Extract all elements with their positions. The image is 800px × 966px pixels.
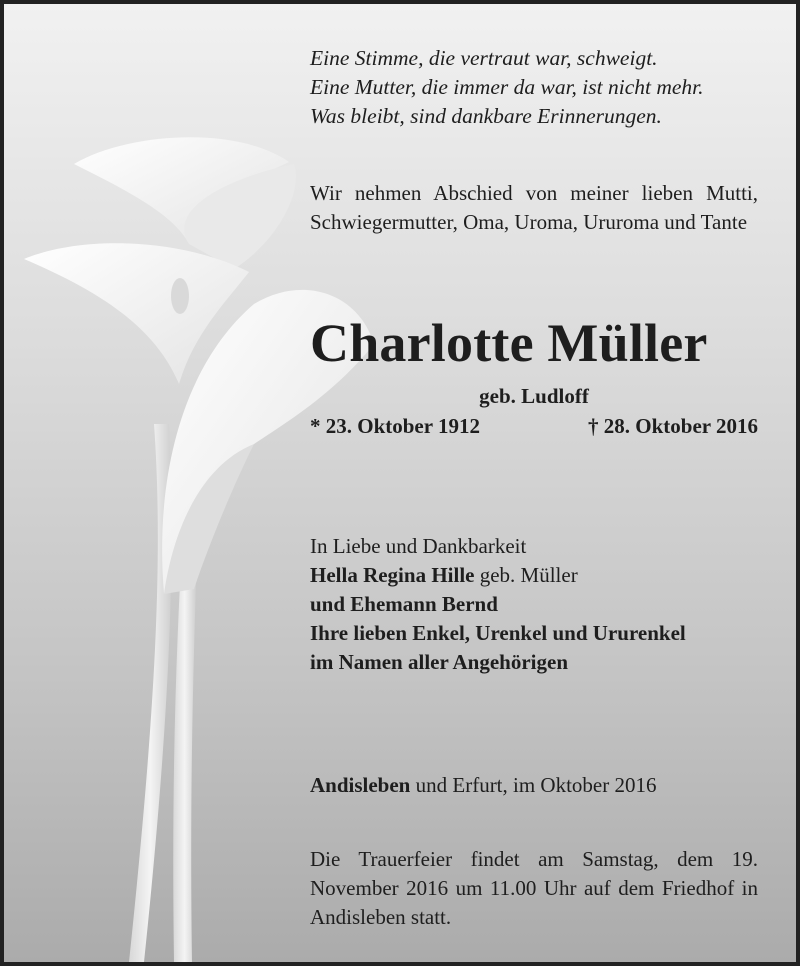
- place-date: [310, 771, 758, 800]
- poem: [310, 44, 758, 131]
- death-date: † 28. Oktober 2016: [588, 414, 758, 438]
- family-signature: [310, 532, 758, 677]
- poem-line: Eine Mutter, die immer da war, ist nicht mehr.: [310, 75, 704, 99]
- life-dates: [310, 414, 758, 439]
- maiden-name: geb. Ludloff: [479, 384, 589, 408]
- birth-date: * 23. Oktober 1912: [310, 414, 480, 438]
- family-line: [310, 648, 758, 677]
- place-rest: und Erfurt, im Oktober 2016: [410, 773, 657, 797]
- deceased-name: Charlotte Müller: [310, 313, 708, 373]
- family-name-bold: Hella Regina Hille: [310, 563, 475, 587]
- family-line-bold: und Ehemann Bernd: [310, 592, 498, 616]
- place-bold: Andisleben: [310, 773, 411, 797]
- family-line: In Liebe und Dankbarkeit: [310, 534, 527, 558]
- family-line: [310, 619, 758, 648]
- intro-text: Wir nehmen Abschied von meiner lieben Mutti, Schwiegermutter, Oma, Uroma, Ururoma und Tante: [310, 181, 758, 234]
- poem-line: Was bleibt, sind dankbare Erinnerungen.: [310, 104, 662, 128]
- family-name-rest: geb. Müller: [474, 563, 578, 587]
- funeral-service-info: Die Trauerfeier findet am Samstag, dem 19. November 2016 um 11.00 Uhr auf dem Friedhof in Andisleben statt.: [310, 847, 758, 929]
- calla-lily-icon: [4, 4, 424, 962]
- family-line-bold: Ihre lieben Enkel, Urenkel und Ururenkel: [310, 621, 686, 645]
- family-line: [310, 561, 758, 590]
- family-line-bold: im Namen aller Angehörigen: [310, 650, 569, 674]
- poem-line: Eine Stimme, die vertraut war, schweigt.: [310, 46, 658, 70]
- family-line: [310, 590, 758, 619]
